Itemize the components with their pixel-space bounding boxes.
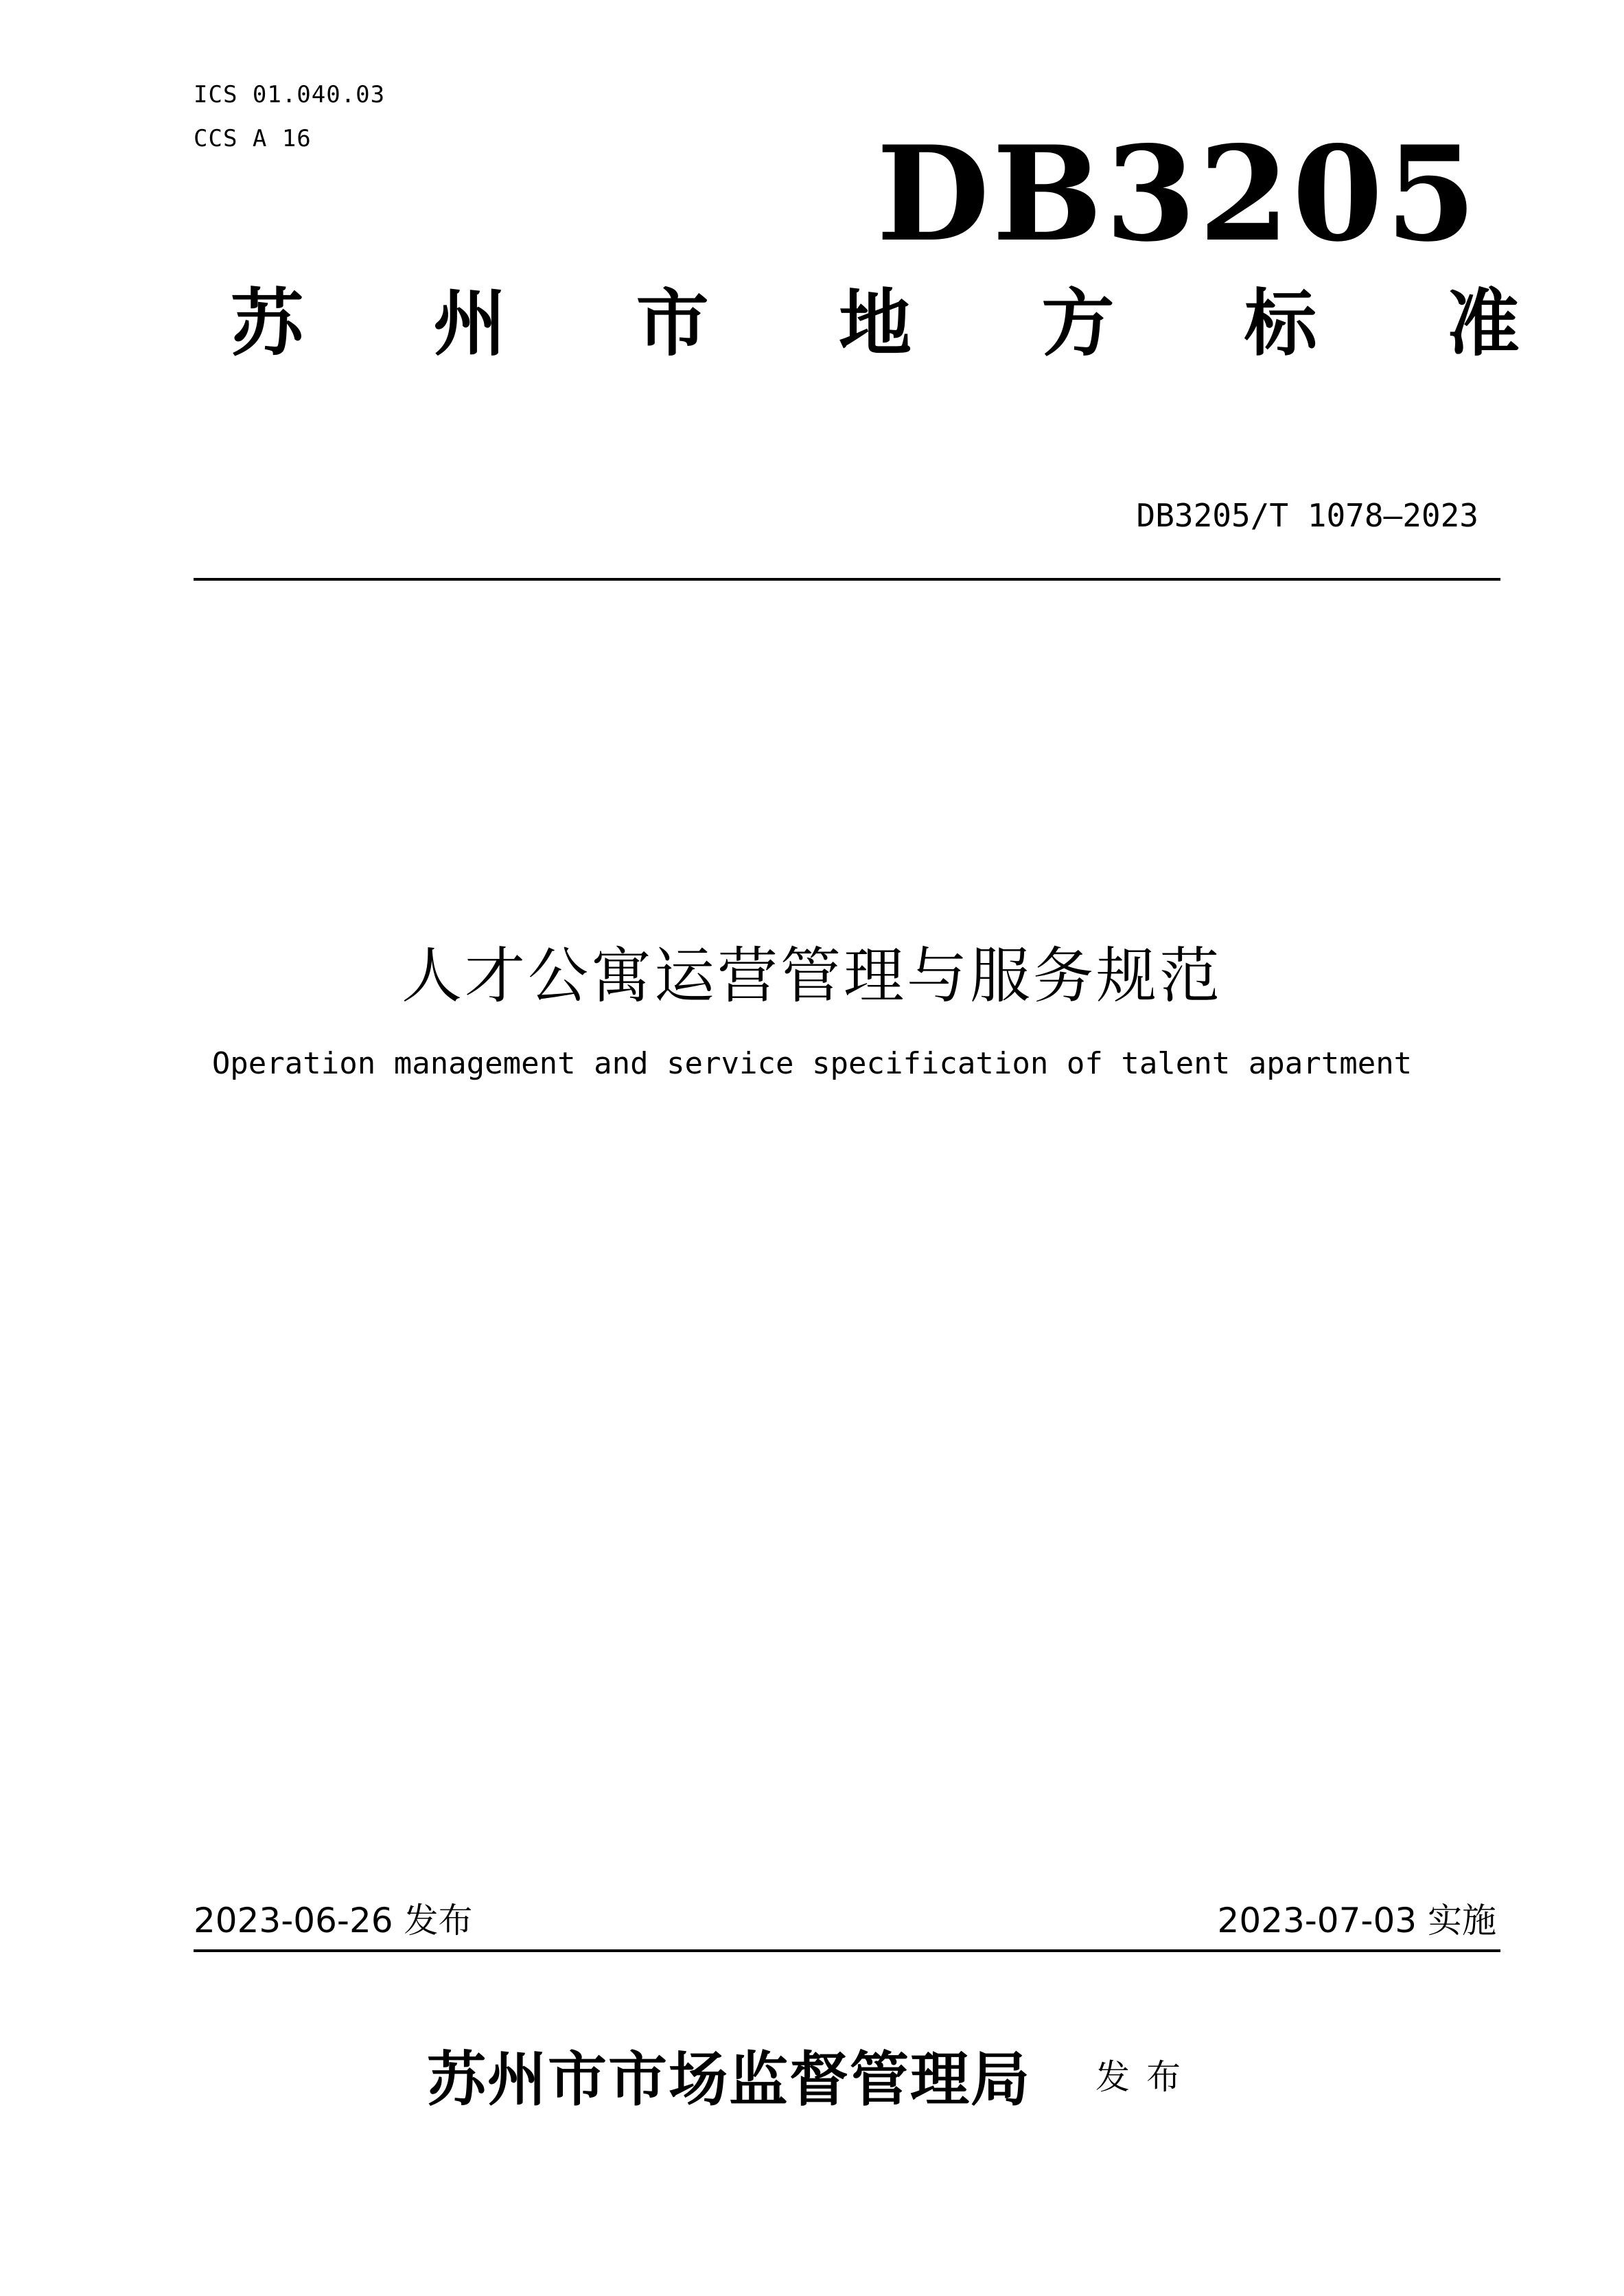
standard-type-char: 市 [636,280,709,366]
ics-code: ICS 01.040.03 [194,81,386,108]
top-divider [194,578,1500,581]
standard-code: DB3205 [876,117,1479,270]
standard-type-char: 苏 [231,280,303,366]
standard-type-char: 标 [1244,280,1317,366]
bottom-divider [194,1949,1500,1952]
implementation-date: 2023-07-03 实施 [1217,1901,1496,1940]
document-title-chinese: 人才公寓运营管理与服务规范 [401,940,1222,1011]
ccs-code: CCS A 16 [194,125,312,152]
standard-type-char: 地 [838,280,912,366]
standard-type-char: 方 [1041,280,1115,366]
standard-type-char: 州 [433,280,507,366]
issue-date: 2023-06-26 发布 [194,1901,473,1940]
standard-type-char: 准 [1446,280,1520,366]
standard-number: DB3205/T 1078—2023 [1136,497,1478,534]
document-title-english: Operation management and service specification of talent apartment [211,1046,1413,1081]
standard-type [231,279,1520,368]
publisher-name: 苏州市市场监督管理局 [427,2045,1031,2114]
publisher [0,2032,1624,2117]
publish-label: 发布 [1095,2057,1197,2097]
